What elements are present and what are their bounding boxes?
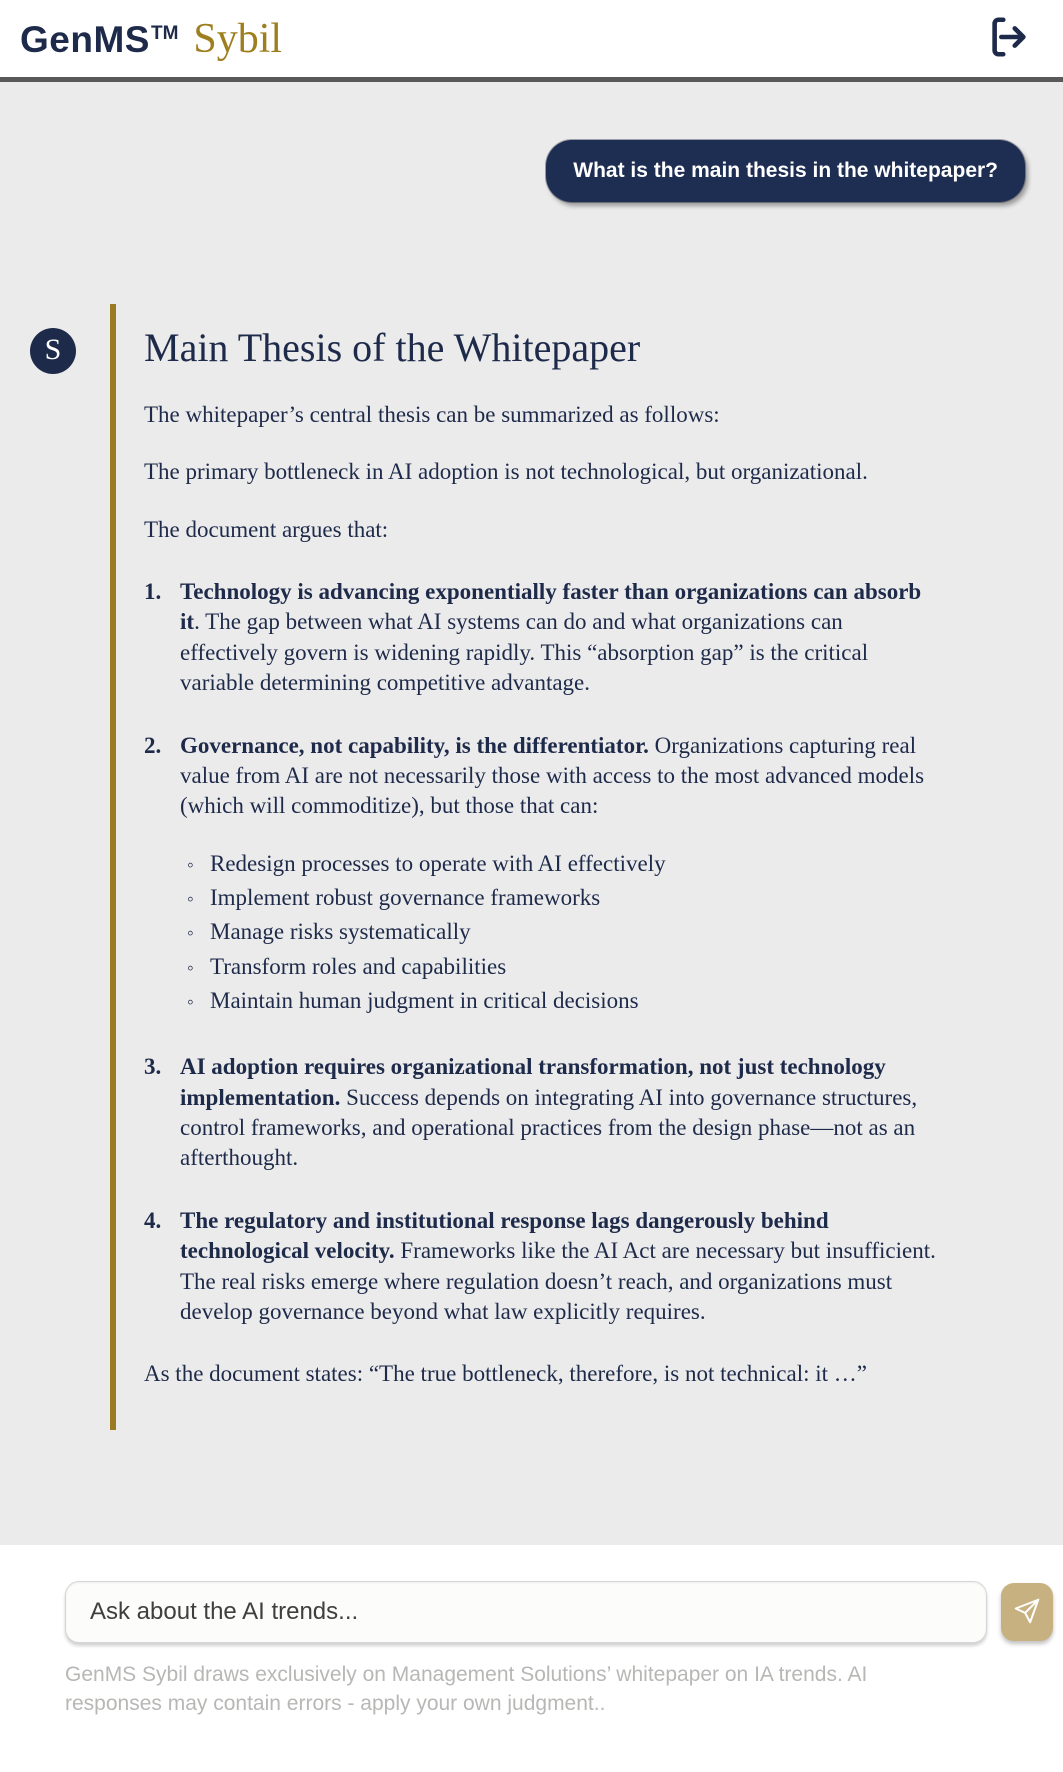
sub-bullet-item (184, 952, 944, 982)
logout-button[interactable] (983, 13, 1035, 65)
trademark-symbol: TM (150, 22, 179, 44)
user-message-row (30, 140, 1025, 202)
sub-bullet-item (184, 883, 944, 913)
list-item (144, 731, 944, 1021)
composer-input-row (65, 1581, 1063, 1643)
list-item (144, 577, 944, 698)
list-number: 4. (144, 1207, 162, 1233)
list-number: 1. (144, 579, 162, 605)
list-item-body (180, 577, 944, 698)
list-number: 3. (144, 1054, 162, 1080)
assistant-message (30, 304, 1025, 1430)
brand-name: GenMS (20, 18, 150, 60)
chat-input[interactable] (65, 1581, 987, 1643)
bullet-icon: ◦ (187, 888, 194, 910)
list-item (144, 1206, 944, 1327)
list-item-body (180, 1052, 944, 1173)
chat-transcript (0, 82, 1063, 1545)
sub-bullet-text: Maintain human judgment in critical decisions (210, 988, 639, 1014)
app-header (0, 0, 1063, 77)
bullet-icon: ◦ (187, 923, 194, 945)
sub-bullet-item (184, 849, 944, 879)
bullet-icon: ◦ (187, 992, 194, 1014)
list-item-body (180, 1206, 944, 1327)
thesis-paragraph: The primary bottleneck in AI adoption is not technological, but organizational. (144, 459, 868, 485)
list-item-lead: The regulatory and institutional response lags dangerously behind technological velocity. (180, 1207, 829, 1264)
list-item-lead: Governance, not capability, is the differentiator. (180, 732, 649, 758)
assistant-avatar: S (30, 328, 76, 374)
intro-paragraph: The whitepaper’s central thesis can be summarized as follows: (144, 402, 720, 427)
disclaimer-text: GenMS Sybil draws exclusively on Management Solutions’ whitepaper on IA trends. AI responses may contain errors - apply your own judgment.. (65, 1663, 868, 1715)
list-item (144, 1052, 944, 1173)
composer (0, 1545, 1063, 1772)
user-message-bubble: What is the main thesis in the whitepaper? (546, 140, 1025, 202)
product-name: Sybil (193, 15, 283, 62)
sub-bullet-text: Redesign processes to operate with AI effectively (210, 850, 666, 876)
sub-bullet-text: Transform roles and capabilities (210, 953, 507, 979)
assistant-message-body (110, 304, 940, 1430)
brand-logo (20, 15, 282, 63)
bullet-icon: ◦ (187, 957, 194, 979)
paper-plane-icon (1012, 1596, 1042, 1629)
sub-bullet-list (184, 849, 944, 1017)
list-item-text: Frameworks like the AI Act are necessary but insufficient. The real risks emerge where regulation doesn’t reach, and organizations must develop governance beyond what law explicitly requires. (180, 1238, 936, 1324)
send-button[interactable] (1001, 1583, 1053, 1641)
sub-bullet-text: Manage risks systematically (210, 919, 471, 945)
list-item-text: Organizations capturing real value from AI are not necessarily those with access to the most advanced models (which will commoditize), but those that can: (180, 732, 925, 819)
list-item-lead: AI adoption requires organizational transformation, not just technology implementation. (180, 1054, 886, 1110)
list-item-lead: Technology is advancing exponentially faster than organizations can absorb it (180, 579, 922, 635)
list-number: 2. (144, 732, 162, 758)
assistant-title: Main Thesis of the Whitepaper (144, 325, 641, 370)
sub-bullet-item (184, 986, 944, 1016)
bullet-icon: ◦ (187, 854, 194, 876)
list-item-text: . The gap between what AI systems can do and what organizations can effectively govern is widening rapidly. This “absorption gap” is the critical variable determining competitive advantage. (180, 609, 869, 696)
list-item-body (180, 731, 944, 1021)
sub-bullet-text: Implement robust governance frameworks (210, 884, 601, 910)
sub-bullet-item (184, 917, 944, 947)
list-item-text: Success depends on integrating AI into governance structures, control frameworks, and operational practices from the design phase—not as an afterthought. (180, 1084, 918, 1171)
logout-icon (986, 14, 1032, 63)
numbered-list (144, 577, 940, 1327)
closing-quote: As the document states: “The true bottleneck, therefore, is not technical: it …” (144, 1361, 867, 1387)
intro-paragraph: The document argues that: (144, 516, 389, 542)
